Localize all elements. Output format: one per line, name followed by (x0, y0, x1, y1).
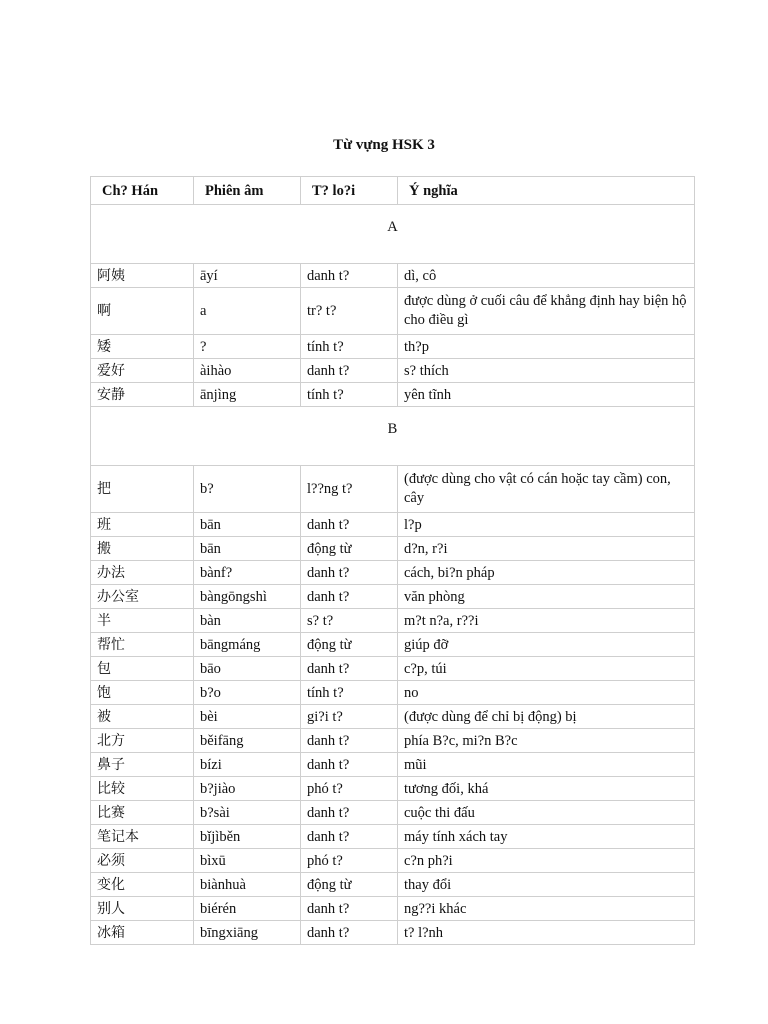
pinyin-cell: bīngxiāng (194, 921, 301, 945)
word-type-cell: gi?i t? (301, 705, 398, 729)
table-row (91, 897, 695, 921)
word-type-cell: động từ (301, 873, 398, 897)
meaning-cell: t? l?nh (398, 921, 695, 945)
section-row (91, 205, 695, 264)
meaning-cell: no (398, 681, 695, 705)
pinyin-cell: běifāng (194, 729, 301, 753)
meaning-cell: được dùng ở cuối câu để khẳng định hay biện hộ cho điều gì (398, 288, 695, 335)
section-letter: A (91, 205, 695, 264)
header-word-type: T? lo?i (301, 177, 398, 205)
table-row (91, 359, 695, 383)
meaning-cell: mũi (398, 753, 695, 777)
meaning-cell: máy tính xách tay (398, 825, 695, 849)
table-row (91, 777, 695, 801)
pinyin-cell: ? (194, 335, 301, 359)
table-header-row (91, 177, 695, 205)
word-type-cell: danh t? (301, 657, 398, 681)
table-row (91, 681, 695, 705)
word-type-cell: danh t? (301, 359, 398, 383)
hanzi-cell: 办公室 (91, 585, 194, 609)
hanzi-cell: 帮忙 (91, 633, 194, 657)
hanzi-cell: 北方 (91, 729, 194, 753)
hanzi-cell: 笔记本 (91, 825, 194, 849)
hanzi-cell: 啊 (91, 288, 194, 335)
meaning-cell: s? thích (398, 359, 695, 383)
table-row (91, 537, 695, 561)
hanzi-cell: 爱好 (91, 359, 194, 383)
table-row (91, 335, 695, 359)
meaning-cell: c?n ph?i (398, 849, 695, 873)
meaning-cell: c?p, túi (398, 657, 695, 681)
hanzi-cell: 冰箱 (91, 921, 194, 945)
pinyin-cell: biànhuà (194, 873, 301, 897)
table-row (91, 753, 695, 777)
word-type-cell: danh t? (301, 729, 398, 753)
table-row (91, 609, 695, 633)
pinyin-cell: bàngōngshì (194, 585, 301, 609)
pinyin-cell: ānjìng (194, 383, 301, 407)
word-type-cell: tính t? (301, 335, 398, 359)
hanzi-cell: 饱 (91, 681, 194, 705)
meaning-cell: m?t n?a, r??i (398, 609, 695, 633)
pinyin-cell: b?jiào (194, 777, 301, 801)
word-type-cell: danh t? (301, 921, 398, 945)
word-type-cell: danh t? (301, 753, 398, 777)
hanzi-cell: 矮 (91, 335, 194, 359)
word-type-cell: danh t? (301, 801, 398, 825)
word-type-cell: danh t? (301, 897, 398, 921)
hanzi-cell: 阿姨 (91, 264, 194, 288)
vocabulary-body (91, 205, 695, 945)
pinyin-cell: āyí (194, 264, 301, 288)
header-hanzi: Ch? Hán (91, 177, 194, 205)
hanzi-cell: 班 (91, 513, 194, 537)
meaning-cell: l?p (398, 513, 695, 537)
hanzi-cell: 包 (91, 657, 194, 681)
table-row (91, 873, 695, 897)
hanzi-cell: 变化 (91, 873, 194, 897)
meaning-cell: phía B?c, mi?n B?c (398, 729, 695, 753)
hanzi-cell: 鼻子 (91, 753, 194, 777)
meaning-cell: giúp đỡ (398, 633, 695, 657)
pinyin-cell: bāngmáng (194, 633, 301, 657)
table-row (91, 705, 695, 729)
hanzi-cell: 比赛 (91, 801, 194, 825)
hanzi-cell: 必须 (91, 849, 194, 873)
word-type-cell: l??ng t? (301, 466, 398, 513)
hanzi-cell: 被 (91, 705, 194, 729)
pinyin-cell: bànf? (194, 561, 301, 585)
meaning-cell: yên tĩnh (398, 383, 695, 407)
word-type-cell: phó t? (301, 849, 398, 873)
word-type-cell: danh t? (301, 264, 398, 288)
meaning-cell: tương đối, khá (398, 777, 695, 801)
pinyin-cell: bàn (194, 609, 301, 633)
pinyin-cell: àihào (194, 359, 301, 383)
table-row (91, 633, 695, 657)
word-type-cell: tính t? (301, 681, 398, 705)
word-type-cell: phó t? (301, 777, 398, 801)
pinyin-cell: a (194, 288, 301, 335)
meaning-cell: th?p (398, 335, 695, 359)
hanzi-cell: 办法 (91, 561, 194, 585)
meaning-cell: cách, bi?n pháp (398, 561, 695, 585)
meaning-cell: dì, cô (398, 264, 695, 288)
table-row (91, 288, 695, 335)
table-row (91, 729, 695, 753)
table-row (91, 849, 695, 873)
hanzi-cell: 比较 (91, 777, 194, 801)
pinyin-cell: b? (194, 466, 301, 513)
pinyin-cell: b?o (194, 681, 301, 705)
table-row (91, 561, 695, 585)
word-type-cell: s? t? (301, 609, 398, 633)
table-row (91, 264, 695, 288)
word-type-cell: động từ (301, 633, 398, 657)
word-type-cell: tính t? (301, 383, 398, 407)
meaning-cell: d?n, r?i (398, 537, 695, 561)
table-row (91, 513, 695, 537)
hanzi-cell: 搬 (91, 537, 194, 561)
section-letter: B (91, 407, 695, 466)
word-type-cell: động từ (301, 537, 398, 561)
word-type-cell: danh t? (301, 825, 398, 849)
page-title: Từ vựng HSK 3 (333, 137, 435, 153)
vocabulary-table (90, 176, 695, 945)
word-type-cell: danh t? (301, 585, 398, 609)
word-type-cell: danh t? (301, 513, 398, 537)
header-pinyin: Phiên âm (194, 177, 301, 205)
meaning-cell: (được dùng cho vật có cán hoặc tay cầm) con, cây (398, 466, 695, 513)
table-row (91, 657, 695, 681)
pinyin-cell: bìxū (194, 849, 301, 873)
pinyin-cell: bèi (194, 705, 301, 729)
word-type-cell: tr? t? (301, 288, 398, 335)
pinyin-cell: b?sài (194, 801, 301, 825)
table-row (91, 801, 695, 825)
hanzi-cell: 安静 (91, 383, 194, 407)
meaning-cell: cuộc thi đấu (398, 801, 695, 825)
pinyin-cell: biérén (194, 897, 301, 921)
pinyin-cell: bān (194, 537, 301, 561)
table-row (91, 921, 695, 945)
pinyin-cell: bízi (194, 753, 301, 777)
hanzi-cell: 把 (91, 466, 194, 513)
hanzi-cell: 半 (91, 609, 194, 633)
header-meaning: Ý nghĩa (398, 177, 695, 205)
word-type-cell: danh t? (301, 561, 398, 585)
pinyin-cell: bāo (194, 657, 301, 681)
section-row (91, 407, 695, 466)
table-row (91, 825, 695, 849)
meaning-cell: (được dùng để chỉ bị động) bị (398, 705, 695, 729)
pinyin-cell: bān (194, 513, 301, 537)
meaning-cell: văn phòng (398, 585, 695, 609)
hanzi-cell: 别人 (91, 897, 194, 921)
table-row (91, 383, 695, 407)
meaning-cell: ng??i khác (398, 897, 695, 921)
table-row (91, 585, 695, 609)
pinyin-cell: bǐjìběn (194, 825, 301, 849)
meaning-cell: thay đổi (398, 873, 695, 897)
table-row (91, 466, 695, 513)
